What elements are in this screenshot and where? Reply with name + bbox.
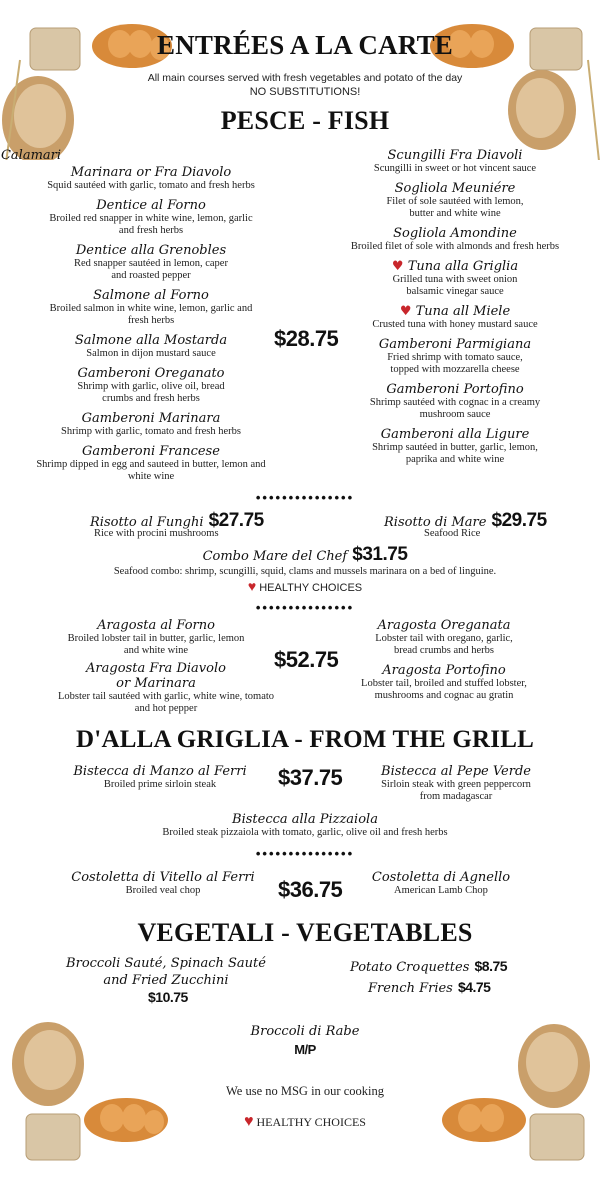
healthy-choices-label: HEALTHY CHOICES [259,582,363,594]
heart-icon: ♥ [244,1113,254,1130]
menu-item-name: Gamberoni Oreganato [77,366,225,381]
menu-item-desc: Broiled prime sirloin steak [103,779,217,790]
broccoli-rabe-name: Broccoli di Rabe [250,1024,360,1039]
menu-item-name: Bistecca al Pepe Verde [381,764,531,779]
fish-right-column [340,148,570,466]
veg-right [350,956,550,996]
menu-item-name: Gamberoni Parmigiana [378,337,532,352]
menu-item-name: Scungilli Fra Diavoli [387,148,523,163]
menu-item-desc: Filet of sole sautéed with lemon, butter and white wine [386,196,524,219]
menu-item-desc: Red snapper sautéed in lemon, caper and roasted pepper [74,258,228,281]
dot-divider: ••••••••••••••• [255,490,355,505]
menu-item-name: Aragosta al Forno [97,618,215,633]
fish-price: $28.75 [274,326,339,351]
grill-price-1: $37.75 [278,765,343,790]
no-substitutions: NO SUBSTITUTIONS! [249,86,361,98]
menu-item-name: Risotto di Mare [384,515,487,530]
menu-item-price: $4.75 [457,979,491,995]
menu-item-name: and Fried Zucchini [103,973,229,988]
menu-item-price: $10.75 [148,989,188,1005]
menu-item-name: or Marinara [116,676,196,691]
menu-item-label: Tuna all Miele [415,304,511,319]
fries-row [368,977,550,996]
menu-item-desc: Grilled tuna with sweet onion balsamic vinegar sauce [392,274,518,297]
menu-item-desc: Shrimp with garlic, olive oil, bread crumbs and fresh herbs [77,381,225,404]
menu-item-desc: Shrimp with garlic, tomato and fresh herbs [61,426,241,437]
combo-desc: Seafood combo: shrimp, scungilli, squid, clams and mussels marinara on a bed of linguine. [113,566,497,577]
menu-item-desc: Broiled red snapper in white wine, lemon, garlic and fresh herbs [49,213,253,236]
menu-item-price: $31.75 [352,544,408,565]
croquettes-row [350,956,550,975]
menu-item-desc: Broiled filet of sole with almonds and fresh herbs [350,241,560,252]
menu-item-name: Costoletta di Agnello [371,870,511,885]
combo-item [0,544,610,566]
menu-item-desc: Shrimp sautéed in butter, garlic, lemon, paprika and white wine [372,442,538,465]
footer-healthy [0,1113,610,1130]
menu-item-desc: American Lamb Chop [394,885,488,896]
menu-item-name [340,259,570,274]
menu-item-name: Dentice alla Grenobles [75,243,227,258]
footer-msg: We use no MSG in our cooking [225,1084,384,1098]
menu-item-name: Sogliola Meuniére [394,181,516,196]
healthy-choices-note [0,580,610,594]
veg-left [46,956,286,1005]
menu-item-name: Marinara or Fra Diavolo [70,165,232,180]
menu-item-name: Aragosta Fra Diavolo [86,661,226,676]
menu-item-name: Potato Croquettes [350,960,470,975]
menu-item-desc: Scungilli in sweet or hot vincent sauce [373,163,537,174]
menu-item-label: Tuna alla Griglia [407,259,519,274]
risotto-mare [384,510,584,540]
menu-item-desc: Lobster tail sautéed with garlic, white wine, tomato and hot pepper [57,691,275,714]
menu-item-name: Sogliola Amondine [393,226,517,241]
menu-item-price: $8.75 [474,958,508,974]
menu-item-desc: Salmon in dijon mustard sauce [86,348,216,359]
grill-manzo [50,764,270,791]
menu-item-name: Bistecca di Manzo al Ferri [73,764,247,779]
menu-item-name [340,304,570,319]
menu-item-desc: Shrimp dipped in egg and sauteed in butter, lemon and white wine [36,459,266,482]
grill-pizzaiola-name: Bistecca alla Pizzaiola [232,812,378,827]
broccoli-rabe-price: M/P [294,1042,316,1057]
risotto-funghi [90,510,290,540]
menu-item-name: French Fries [368,981,453,996]
menu-item-name: Broccoli Sauté, Spinach Sauté [66,956,266,971]
menu-item-desc: Squid sautéed with garlic, tomato and fresh herbs [47,180,255,191]
grill-agnello [356,870,526,897]
menu-item-name: Salmone alla Mostarda [74,333,228,348]
menu-item-desc: Lobster tail, broiled and stuffed lobster, mushrooms and cognac au gratin [361,678,527,701]
heart-icon: ♥ [247,578,257,594]
menu-item-desc: Broiled veal chop [125,885,201,896]
menu-item-desc: Seafood Rice [424,528,481,539]
menu-item-name: Aragosta Portofino [382,663,506,678]
grill-price-2: $36.75 [278,877,343,902]
section-title-grill: D'ALLA GRIGLIA - FROM THE GRILL [76,726,534,753]
heart-icon: ♥ [391,259,404,274]
menu-item-name: Dentice al Forno [96,198,206,213]
heart-icon: ♥ [399,304,412,319]
menu-item-name: Gamberoni Portofino [386,382,524,397]
menu-item-desc: Broiled salmon in white wine, lemon, garlic and fresh herbs [49,303,253,326]
menu-item-desc: Fried shrimp with tomato sauce, topped with mozzarella cheese [387,352,523,375]
header-note: All main courses served with fresh vegetables and potato of the day [147,72,463,84]
menu-item-name: Gamberoni Francese [82,444,220,459]
menu-item-name: Calamari [0,148,62,163]
dot-divider: ••••••••••••••• [255,600,355,615]
menu-item-name: Gamberoni Marinara [81,411,221,426]
menu-item-name: Salmone al Forno [93,288,209,303]
fish-left-column [0,148,266,483]
dot-divider: ••••••••••••••• [255,846,355,861]
lobster-price: $52.75 [274,647,339,672]
menu-item-name: Gamberoni alla Ligure [380,427,530,442]
grill-pepe [356,764,556,803]
section-title-vegetables: VEGETALI - VEGETABLES [137,918,473,947]
section-title-fish: PESCE - FISH [220,106,390,135]
grill-pizzaiola-desc: Broiled steak pizzaiola with tomato, garlic, olive oil and fresh herbs [162,827,448,838]
lobster-right-column [344,618,544,702]
menu-item-name: Combo Mare del Chef [202,549,348,564]
menu-item-desc: Broiled lobster tail in butter, garlic, lemon and white wine [67,633,245,656]
menu-item-desc: Sirloin steak with green peppercorn from madagascar [381,779,531,802]
menu-item-desc: Crusted tuna with honey mustard sauce [372,319,538,330]
menu-item-name: Aragosta Oreganata [377,618,511,633]
page-title: ENTRÉES A LA CARTE [157,30,453,60]
menu-item-name: Costoletta di Vitello al Ferri [71,870,255,885]
menu-item-name: Risotto al Funghi [90,515,204,530]
menu-item-desc: Rice with procini mushrooms [94,528,219,539]
menu-item-price: $27.75 [208,510,264,531]
menu-item-desc: Lobster tail with oregano, garlic, bread crumbs and herbs [375,633,513,656]
lobster-left-column [56,618,275,715]
menu-item-desc: Shrimp sautéed with cognac in a creamy mushroom sauce [369,397,541,420]
healthy-choices-label: HEALTHY CHOICES [256,1115,366,1129]
grill-vitello [48,870,278,897]
menu-item-price: $29.75 [491,510,547,531]
